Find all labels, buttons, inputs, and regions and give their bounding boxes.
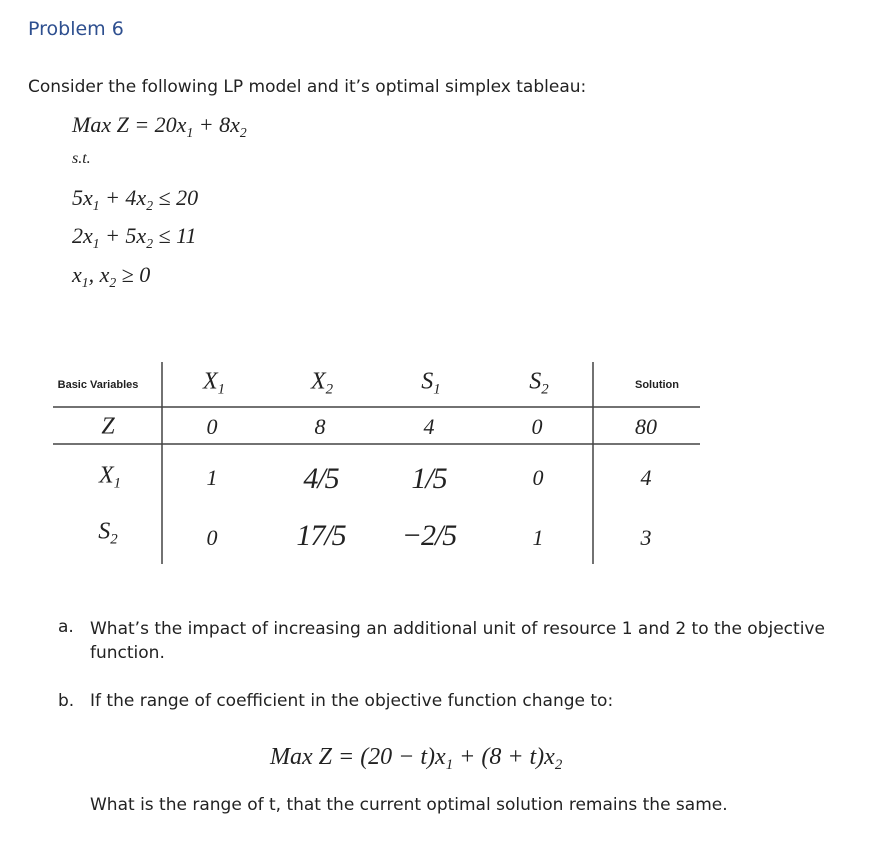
question-b-marker: b.	[58, 691, 75, 711]
header-s1: $S_1$	[421, 368, 441, 398]
objective-function: Max $Z = 20x_1 + 8x_2$	[72, 112, 247, 140]
table-cell: 0	[206, 525, 218, 550]
row-basic-z: Z	[101, 413, 115, 440]
row-basic-s2: $S_2$	[98, 518, 118, 548]
table-cell: 8	[314, 414, 326, 439]
table-cell: 0	[206, 414, 218, 439]
table-cell: 17/5	[296, 519, 346, 552]
question-a-marker: a.	[58, 617, 74, 637]
table-cell: 1	[206, 465, 218, 490]
table-cell: 80	[635, 414, 657, 439]
table-cell: 3	[640, 525, 652, 550]
nonnegativity-constraint: $x_1$, $x_2 \ge 0$	[72, 262, 151, 290]
table-cell: 4	[423, 414, 435, 439]
table-cell: 1/5	[411, 462, 447, 495]
header-x2: $X_2$	[310, 368, 334, 398]
table-cell: 1	[532, 525, 544, 550]
question-a-text: What’s the impact of increasing an additional unit of resource 1 and 2 to the objective function.	[90, 619, 825, 663]
intro-text: Consider the following LP model and it’s optimal simplex tableau:	[28, 77, 587, 97]
constraint-2: $2x_1 + 5x_2 \le 11$	[72, 223, 197, 251]
header-s2: $S_2$	[529, 368, 549, 398]
header-basic-variables: Basic Variables	[57, 379, 139, 391]
table-cell: 4/5	[303, 462, 339, 495]
constraint-1: $5x_1 + 4x_2 \le 20$	[72, 185, 199, 213]
header-solution: Solution	[635, 379, 679, 391]
subject-to-label: s.t.	[72, 150, 91, 167]
question-b-followup: What is the range of t, that the current optimal solution remains the same.	[90, 795, 728, 815]
table-cell: 0	[532, 465, 544, 490]
table-cell: 0	[531, 414, 543, 439]
modified-objective-function: Max $Z = (20 - t)x_1 + (8 + t)x_2$	[270, 744, 563, 774]
table-cell: 4	[640, 465, 652, 490]
table-cell: −2/5	[401, 519, 457, 552]
problem-title: Problem 6	[28, 18, 124, 40]
header-x1: $X_1$	[202, 368, 226, 398]
question-b-text: If the range of coefficient in the objective function change to:	[90, 691, 614, 711]
row-basic-x1: $X_1$	[98, 462, 122, 492]
